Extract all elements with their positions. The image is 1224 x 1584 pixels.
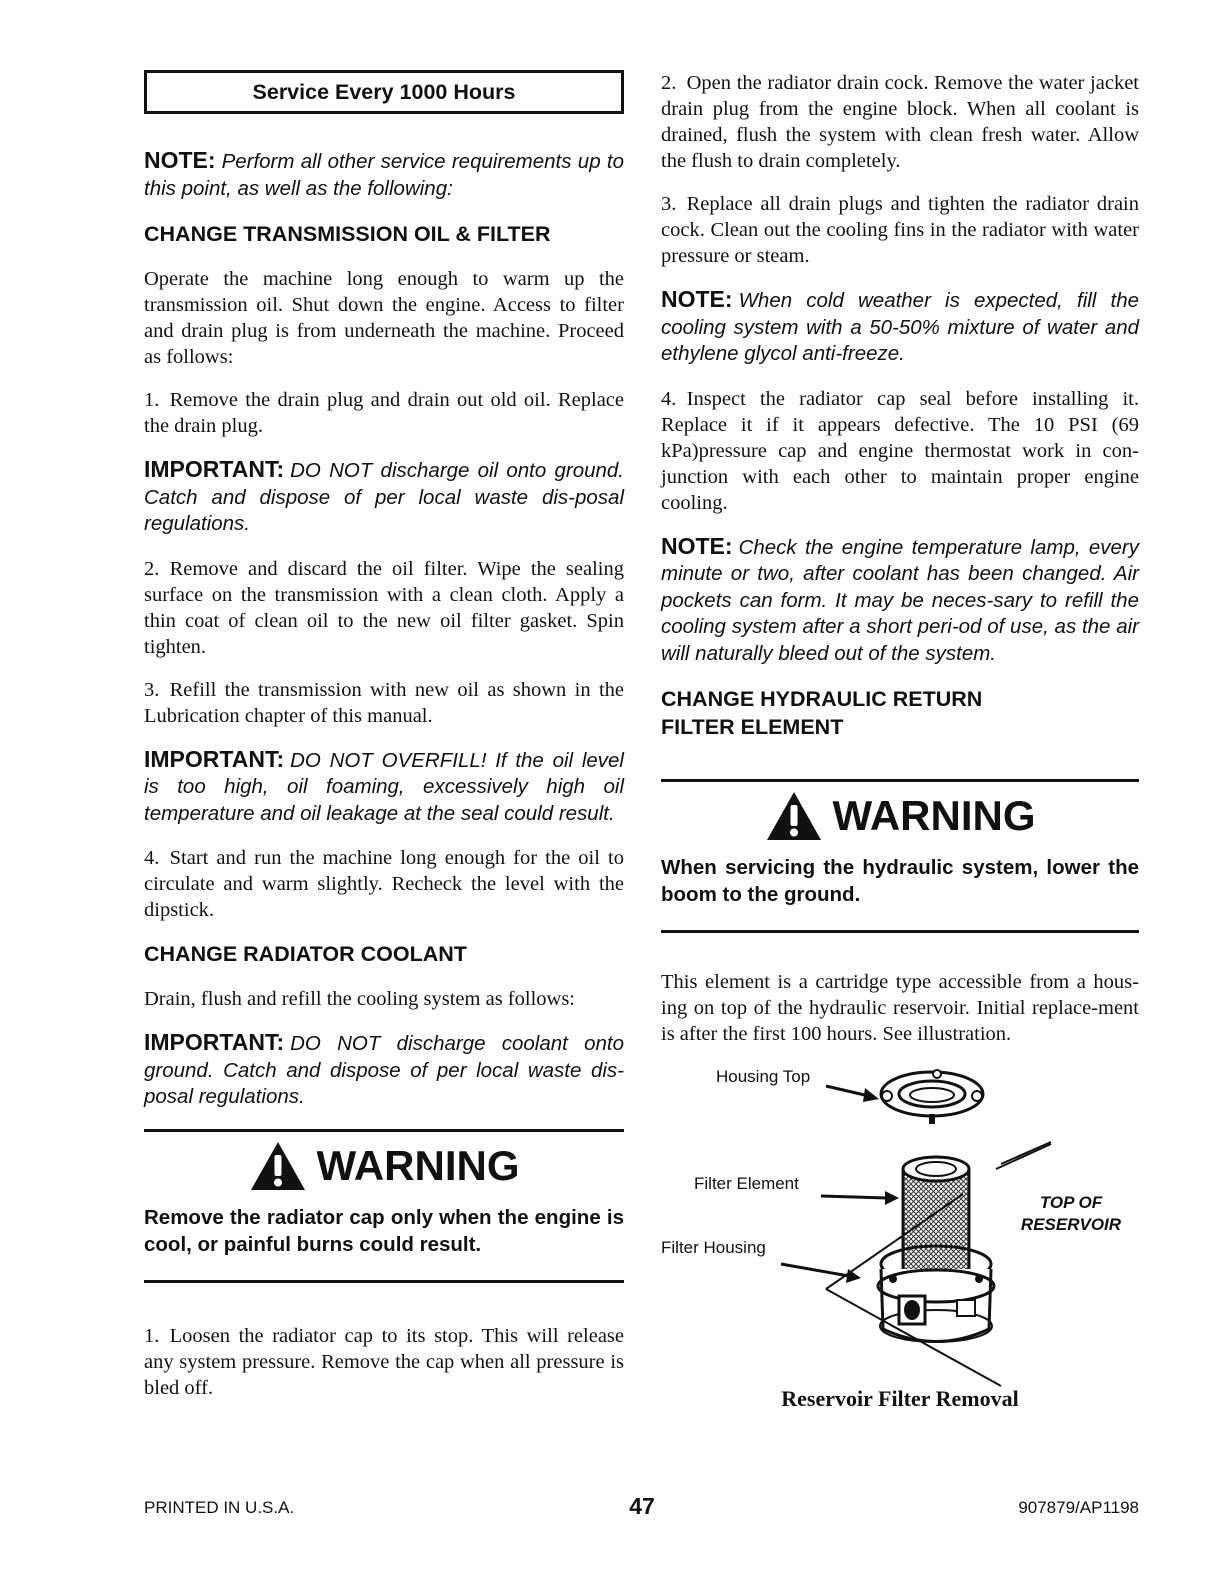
note-temperature-lamp bbox=[661, 533, 1139, 668]
housing-top-part bbox=[881, 1070, 983, 1124]
left-column bbox=[144, 70, 624, 1418]
warning-triangle-icon bbox=[249, 1140, 307, 1192]
reservoir-filter-figure bbox=[661, 1064, 1139, 1424]
important-text: DO NOT discharge coolant onto ground. Catch and dispose of per local waste dis-posal regulations. bbox=[144, 1032, 624, 1108]
important-label: IMPORTANT: bbox=[144, 745, 285, 772]
important-discharge-coolant bbox=[144, 1029, 624, 1111]
warning-hydraulic bbox=[661, 779, 1139, 933]
note-text: Check the engine temperature lamp, every minute or two, after coolant has been changed. Air pockets can form. It may be neces-sary to refill the cooling system after a short peri-od of use, as the air will naturally bleed out of the system. bbox=[661, 535, 1139, 665]
transmission-step-1: 1. Remove the drain plug and drain out old oil. Replace the drain plug. bbox=[144, 389, 624, 437]
warning-triangle-icon bbox=[765, 790, 823, 842]
important-discharge-oil bbox=[144, 456, 624, 538]
warning-text: Remove the radiator cap only when the engine is cool, or painful burns could result. bbox=[144, 1205, 624, 1256]
heading-line-1: CHANGE HYDRAULIC RETURN bbox=[661, 687, 983, 711]
label-housing-top: Housing Top bbox=[716, 1067, 811, 1086]
important-text: DO NOT OVERFILL! If the oil level is too high, oil foaming, excessively high oil temperature and oil leakage at the seal could result. bbox=[144, 748, 624, 825]
note-cold-weather bbox=[661, 286, 1139, 368]
warning-word: WARNING bbox=[832, 792, 1036, 839]
figure-caption: Reservoir Filter Removal bbox=[781, 1386, 1019, 1411]
coolant-step-1: 1. Loosen the radiator cap to its stop. This will release any system pressure. Remove the cap when all pressure is bled off. bbox=[144, 1324, 624, 1399]
warning-title-row bbox=[144, 1138, 624, 1194]
important-overfill bbox=[144, 746, 624, 828]
paragraph-cartridge: This element is a cartridge type accessible from a hous-ing on top of the hydraulic reservoir. Initial replace-ment is after the first 100 hours. See illustration. bbox=[661, 971, 1139, 1045]
right-column bbox=[661, 70, 1139, 1424]
service-interval-box: Service Every 1000 Hours bbox=[144, 70, 624, 114]
heading-change-hydraulic-filter bbox=[661, 685, 1139, 741]
paragraph-operate: Operate the machine long enough to warm up the transmission oil. Shut down the engine. Access to filter and drain plug is from underneath the machine. Proceed as follows: bbox=[144, 268, 624, 368]
warning-text: When servicing the hydraulic system, lower the boom to the ground. bbox=[661, 856, 1139, 906]
important-label: IMPORTANT: bbox=[144, 1029, 285, 1055]
heading-change-radiator-coolant: CHANGE RADIATOR COOLANT bbox=[144, 942, 467, 966]
label-filter-housing: Filter Housing bbox=[661, 1238, 766, 1257]
note-text: When cold weather is expected, fill the cooling system with a 50-50% mixture of water and ethylene glycol anti-freeze. bbox=[661, 289, 1139, 365]
note-perform-all bbox=[144, 147, 624, 202]
transmission-step-3: 3. Refill the transmission with new oil as shown in the Lubrication chapter of this manual. bbox=[144, 678, 624, 727]
transmission-step-4: 4. Start and run the machine long enough for the oil to circulate and warm slightly. Recheck the level with the dipstick. bbox=[144, 847, 624, 921]
coolant-step-2: 2. Open the radiator drain cock. Remove the water jacket drain plug from the engine block. When all coolant is drained, flush the system with clean fresh water. Allow the flush to drain completely. bbox=[661, 72, 1139, 172]
important-text: DO NOT discharge oil onto ground. Catch and dispose of per local waste dis-posal regulations. bbox=[144, 459, 624, 535]
footer-printed: PRINTED IN U.S.A. bbox=[144, 1498, 295, 1517]
note-text: Perform all other service requirements up to this point, as well as the following: bbox=[144, 150, 624, 200]
transmission-step-2: 2. Remove and discard the oil filter. Wipe the sealing surface on the transmission with a clean cloth. Apply a thin coat of clean oil to the new oil filter gasket. Spin tighten. bbox=[144, 557, 624, 658]
footer-doc-code: 907879/AP1198 bbox=[1018, 1498, 1139, 1517]
note-label: NOTE: bbox=[661, 286, 733, 312]
note-label: NOTE: bbox=[144, 147, 216, 173]
heading-change-transmission-oil: CHANGE TRANSMISSION OIL & FILTER bbox=[144, 222, 551, 246]
important-label: IMPORTANT: bbox=[144, 456, 285, 482]
coolant-step-4: 4. Inspect the radiator cap seal before installing it. Replace it if it appears defective. The 10 PSI (69 kPa)pressure cap and engine thermostat work in con-junction with each other to maintain proper engine cooling. bbox=[661, 387, 1139, 514]
label-filter-element: Filter Element bbox=[694, 1174, 799, 1193]
warning-word: WARNING bbox=[316, 1141, 520, 1189]
label-line-2: RESERVOIR bbox=[1020, 1215, 1122, 1234]
coolant-step-3: 3. Replace all drain plugs and tighten the radiator drain cock. Clean out the cooling fins in the radiator with water pressure or steam. bbox=[661, 193, 1139, 267]
paragraph-drain-flush: Drain, flush and refill the cooling system as follows: bbox=[144, 988, 575, 1010]
heading-line-2: FILTER ELEMENT bbox=[661, 715, 844, 739]
label-top-of-reservoir bbox=[1011, 1192, 1131, 1236]
warning-title-row bbox=[661, 788, 1139, 844]
note-label: NOTE: bbox=[661, 532, 733, 559]
warning-radiator-cap bbox=[144, 1129, 624, 1283]
footer-page-number: 47 bbox=[629, 1493, 655, 1519]
label-line-1: TOP OF bbox=[1039, 1193, 1103, 1212]
